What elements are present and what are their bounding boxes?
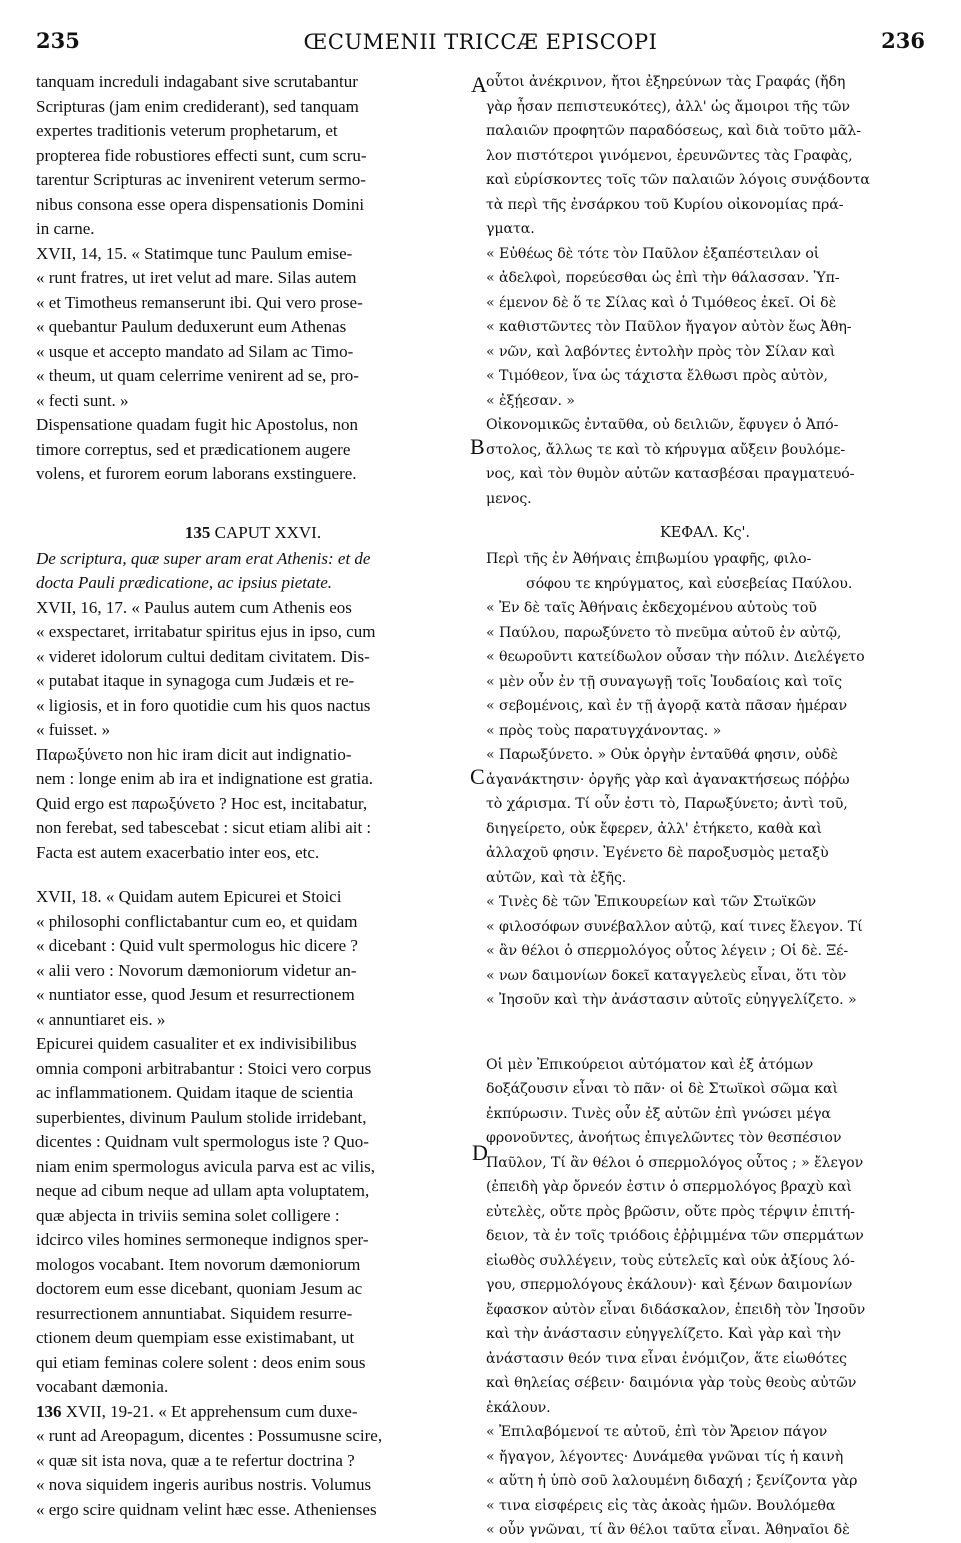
- greek-paragraph-4: [486, 596, 924, 743]
- greek-paragraph-3: [486, 413, 924, 511]
- text-line: « nuntiator esse, quod Jesum et resurrectionem: [36, 985, 355, 1004]
- text-line: « ergo scire quidnam velint hæc esse. Athenienses: [36, 1499, 377, 1519]
- text-line: timore correptus, sed et prædicationem augere: [36, 439, 351, 459]
- text-line: « et Timotheus remanserunt ibi. Qui vero prose-: [36, 292, 363, 312]
- text-line: « fecti sunt. »: [36, 390, 129, 410]
- latin-paragraph-1: [36, 70, 470, 242]
- text-line: Scripturas (jam enim crediderant), sed tanquam: [36, 96, 359, 116]
- text-line: « Ἐπιλαβόμενοί τε αὐτοῦ, ἐπὶ τὸν Ἄρειον πάγον: [486, 1424, 828, 1440]
- text-line: « οὖν γνῶναι, τί ἂν θέλοι ταῦτα εἶναι. Ἀθηναῖοι δὲ: [486, 1522, 850, 1538]
- text-line: Παρωξύνετο non hic iram dicit aut indignatio-: [36, 744, 352, 764]
- latin-paragraph-4: [36, 596, 470, 743]
- text-line: « ἀδελφοὶ, πορεύεσθαι ὡς ἐπὶ τὴν θάλασσαν. Ὑπ-: [486, 270, 840, 286]
- text-line: Quid ergo est παρωξύνετο ? Hoc est, incitabatur,: [36, 793, 368, 813]
- text-line: XVII, 18. « Quidam autem Epicurei et Stoici: [36, 887, 342, 906]
- latin-paragraph-8: [36, 1400, 470, 1523]
- text-line: φρονοῦντες, ἀνοήτως ἐπιγελῶντες τὸν θεσπέσιον: [486, 1130, 842, 1146]
- text-line: Epicurei quidem casualiter et ex indivisibilibus: [36, 1034, 357, 1053]
- margin-letter-c: C: [470, 764, 485, 789]
- text-line: « νῶν, καὶ λαβόντες ἐντολὴν πρὸς τὸν Σίλαν καὶ: [486, 343, 836, 360]
- text-line: ἔφασκον αὐτὸν εἶναι διδάσκαλον, ἐπειδὴ τὸν Ἰησοῦν: [486, 1301, 866, 1318]
- text-line: doctorem eum esse dicebant, quoniam Jesum ac: [36, 1279, 363, 1298]
- text-line: « theum, ut quam celerrime venirent ad se, pro-: [36, 366, 359, 385]
- text-line: « αὕτη ἡ ὑπὸ σοῦ λαλουμένη διδαχή ; ξενίζοντα γὰρ: [486, 1473, 858, 1489]
- text-line: εὐτελὲς, οὔτε πρὸς βρῶσιν, οὔτε πρὸς τέρψιν ἐπιτή-: [486, 1203, 855, 1220]
- section-number: 136: [36, 1401, 62, 1421]
- greek-paragraph-8: [486, 1420, 924, 1543]
- text-line: ἐκπύρωσιν. Τινὲς οὖν ἐξ αὐτῶν ἐπὶ γνώσει μέγα: [486, 1105, 831, 1122]
- text-line: Παῦλον, Τί ἂν θέλοι ὁ σπερμολόγος οὗτος ; » ἔλεγον: [486, 1154, 864, 1171]
- text-line: στολος, ἄλλως τε καὶ τὸ κήρυγμα αὔξειν βουλόμε-: [486, 441, 846, 458]
- text-line: « Ἰησοῦν καὶ τὴν ἀνάστασιν αὐτοῖς εὐηγγελίζετο. »: [486, 992, 857, 1008]
- text-line: « videret idolorum cultui deditam civitatem. Dis-: [36, 646, 370, 666]
- page-number-left: 235: [36, 28, 80, 53]
- text-line: « Τινὲς δὲ τῶν Ἐπικουρείων καὶ τῶν Στωϊκῶν: [486, 894, 817, 910]
- text-line: « Τιμόθεον, ἵνα ὡς τάχιστα ἔλθωσι πρὸς αὐτὸν,: [486, 368, 828, 384]
- text-line: « quebantur Paulum deduxerunt eum Athenas: [36, 317, 347, 336]
- text-line: resurrectionem annuntiabat. Siquidem resurre-: [36, 1303, 353, 1323]
- greek-paragraph-5: [486, 743, 924, 890]
- chapter-title: CAPUT XXVI.: [214, 522, 322, 542]
- latin-paragraph-5: [36, 743, 470, 866]
- margin-letter-a: A: [471, 72, 487, 97]
- text-line: « ἂν θέλοι ὁ σπερμολόγος οὗτος λέγειν ; Οἱ δὲ. Ξέ-: [486, 943, 849, 959]
- text-line: δειον, τὰ ἐν τοῖς τριόδοις ἐῤῥιμμένα τῶν σπερμάτων: [486, 1228, 864, 1244]
- text-line: « σεβομένοις, καὶ ἐν τῇ ἀγορᾷ κατὰ πᾶσαν ἡμέραν: [486, 698, 848, 714]
- chapter-number: 135: [184, 522, 211, 542]
- text-line: εἰωθὸς συλλέγειν, τοὺς εὐτελεῖς καὶ οὐκ ἀξίους λό-: [486, 1252, 855, 1269]
- text-line: dicentes : Quidnam vult spermologus iste ? Quo-: [36, 1132, 369, 1151]
- text-line: ctionem deum quempiam esse existimabant, ut: [36, 1328, 355, 1347]
- text-line: ἐκάλουν.: [486, 1399, 551, 1416]
- running-header: [36, 28, 925, 58]
- chapter-subtitle: Περὶ τῆς ἐν Ἀθήναις ἐπιβωμίου γραφῆς, φιλο-: [486, 551, 812, 567]
- text-line: « έμενον δὲ ὅ τε Σίλας καὶ ὁ Τιμόθεος ἐκεῖ. Οἱ δὲ: [486, 294, 837, 311]
- text-line: παλαιῶν προφητῶν παραδόσεως, καὶ διὰ τοῦτο μᾶλ-: [486, 123, 861, 139]
- latin-paragraph-6: [36, 885, 470, 1032]
- latin-paragraph-3: [36, 413, 470, 487]
- text-line: Facta est autem exacerbatio inter eos, etc.: [36, 842, 320, 862]
- chapter-subtitle: De scriptura, quæ super aram erat Athenis: et de: [36, 548, 371, 568]
- greek-column: [486, 70, 924, 1543]
- text-line: Οἱ μὲν Ἐπικούρειοι αὐτόματον καὶ ἐξ ἀτόμων: [486, 1056, 814, 1073]
- text-line: XVII, 16, 17. « Paulus autem cum Athenis eos: [36, 597, 352, 617]
- running-title: ŒCUMENII TRICCÆ EPISCOPI: [303, 30, 658, 54]
- text-line: quæ abjecta in triviis semina solet colligere :: [36, 1205, 340, 1225]
- text-line: « Ἐν δὲ ταῖς Ἀθήναις ἐκδεχομένου αὐτοὺς τοῦ: [486, 600, 817, 616]
- text-line: καὶ θηλείας σέβειν· δαιμόνια γὰρ τοὺς θεοὺς αὐτῶν: [486, 1375, 857, 1391]
- text-line: δοξάζουσιν εἶναι τὸ πᾶν· οἱ δὲ Στωϊκοὶ σῶμα καὶ: [486, 1081, 839, 1097]
- text-line: « Παρωξύνετο. » Οὐκ ὀργὴν ἐνταῦθά φησιν, οὐδὲ: [486, 747, 838, 763]
- chapter-subtitle: σόφου τε κηρύγματος, καὶ εὐσεβείας Παύλου.: [526, 575, 853, 592]
- text-line: Dispensatione quadam fugit hic Apostolus, non: [36, 415, 359, 434]
- text-line: « annuntiaret eis. »: [36, 1009, 166, 1029]
- text-line: XVII, 14, 15. « Statimque tunc Paulum emise-: [36, 243, 353, 263]
- text-line: superbientes, divinum Paulum stolide irridebant,: [36, 1107, 367, 1127]
- text-line: neque ad cibum neque ad ullam apta voluptatem,: [36, 1181, 370, 1200]
- latin-paragraph-2: [36, 242, 470, 414]
- text-line: οὗτοι ἀνέκρινον, ἤτοι ἐξηρεύνων τὰς Γραφάς (ἤδη: [486, 74, 846, 90]
- text-line: « fuisset. »: [36, 720, 111, 739]
- text-line: 136 XVII, 19-21. « Et apprehensum cum duxe-: [36, 1401, 358, 1421]
- text-line: μενος.: [486, 490, 532, 507]
- text-line: αὐτῶν, καὶ τὰ ἑξῆς.: [486, 869, 627, 886]
- margin-letter-d: D: [472, 1140, 488, 1165]
- text-line: « exspectaret, irritabatur spiritus ejus in ipso, cum: [36, 622, 376, 641]
- text-line: (ἐπειδὴ γὰρ ὄρνεόν ἐστιν ὁ σπερμολόγος βραχὺ καὶ: [486, 1179, 852, 1195]
- text-line: vocabant dæmonia.: [36, 1377, 169, 1396]
- text-line: ἀνάστασιν θεόν τινα εἶναι ἐνόμιζον, ἅτε εἰωθότες: [486, 1350, 847, 1367]
- text-line: καὶ εὑρίσκοντες τοῖς τῶν παλαιῶν λόγοις συνᾴδοντα: [486, 172, 870, 188]
- text-line: « Εὐθέως δὲ τότε τὸν Παῦλον ἐξαπέστειλαν οἱ: [486, 245, 820, 262]
- text-line: « ἤγαγον, λέγοντες· Δυνάμεθα γνῶναι τίς ἡ καινὴ: [486, 1448, 844, 1465]
- text-line: διηγείρετο, οὐκ ἔφερεν, ἀλλ' ἐτήκετο, καθὰ καὶ: [486, 820, 822, 837]
- text-line: niam enim spermologus avicula parva est ac vilis,: [36, 1156, 375, 1176]
- latin-paragraph-7: [36, 1032, 470, 1400]
- text-line: « ἐξῄεσαν. »: [486, 392, 575, 409]
- text-line: γὰρ ἦσαν πεπιστευκότες), ἀλλ' ὡς ἄμοιροι τῆς τῶν: [486, 98, 850, 115]
- text-line: τὰ περὶ τῆς ἐνσάρκου τοῦ Κυρίου οἰκονομίας πρά-: [486, 196, 844, 213]
- text-line: « καθιστῶντες τὸν Παῦλον ἤγαγον αὐτὸν ἕως Ἀθη-: [486, 319, 852, 335]
- text-line: « φιλοσόφων συνέβαλλον αὐτῷ, καί τινες ἔλεγον. Τί: [486, 918, 863, 935]
- text-line: in carne.: [36, 219, 95, 238]
- text-line: λον πιστότεροι γινόμενοι, ἐρευνῶντες τὰς Γραφὰς,: [486, 147, 853, 164]
- text-line: « nova siquidem ingeris auribus nostris. Volumus: [36, 1475, 372, 1494]
- greek-paragraph-7: [486, 1053, 924, 1421]
- text-line: mologos vocabant. Item novorum dæmoniorum: [36, 1254, 361, 1274]
- text-line: non ferebat, sed tabescebat : sicut etiam alibi ait :: [36, 818, 372, 837]
- text-line: « πρὸς τοὺς παρατυγχάνοντας. »: [486, 722, 722, 739]
- text-line: « θεωροῦντι κατείδωλον οὖσαν τὴν πόλιν. Διελέγετο: [486, 649, 865, 665]
- text-line: « quæ sit ista nova, quæ a te refertur doctrina ?: [36, 1450, 355, 1470]
- text-line: « μὲν οὖν ἐν τῇ συναγωγῇ τοῖς Ἰουδαίοις καὶ τοῖς: [486, 673, 842, 690]
- text-line: propterea fide robustiores effecti sunt, cum scru-: [36, 145, 367, 165]
- text-line: nem : longe enim ab ira et indignatione est gratia.: [36, 769, 374, 788]
- text-line: ἀλλαχοῦ φησιν. Ἐγένετο δὲ παροξυσμὸς μεταξὺ: [486, 845, 829, 861]
- page-number-right: 236: [881, 28, 925, 53]
- text-line: « putabat itaque in synagoga cum Judæis et re-: [36, 671, 355, 690]
- text-line: γου, σπερμολόγους ἐκάλουν)· καὶ ξένων δαιμονίων: [486, 1277, 853, 1293]
- text-line: « alii vero : Novorum dæmoniorum videtur an-: [36, 960, 357, 980]
- text-line: volens, et furorem eorum laborans exstinguere.: [36, 464, 357, 483]
- text-line: « usque et accepto mandato ad Silam ac Timo-: [36, 341, 354, 361]
- margin-letter-b: B: [470, 434, 485, 459]
- latin-column: [36, 70, 470, 1522]
- text-line: νος, καὶ τὸν θυμὸν αὐτῶν κατασβέσαι πραγματευό-: [486, 466, 855, 482]
- text-line: τὸ χάρισμα. Τί οὖν ἐστι τὸ, Παρωξύνετο; ἀντὶ τοῦ,: [486, 796, 848, 812]
- text-line: ἀγανάκτησιν· ὀργῆς γὰρ καὶ ἀγανακτήσεως πόῤῥω: [486, 771, 850, 788]
- text-line: « philosophi conflictabantur cum eo, et quidam: [36, 911, 358, 931]
- text-line: « dicebant : Quid vult spermologus hic dicere ?: [36, 936, 358, 955]
- text-line: καὶ τὴν ἀνάστασιν εὐηγγελίζετο. Καὶ γὰρ καὶ τὴν: [486, 1326, 842, 1342]
- text-line: « ligiosis, et in foro quotidie cum his quos nactus: [36, 695, 371, 715]
- text-line: qui etiam feminas colere solent : deos enim sous: [36, 1352, 366, 1372]
- greek-paragraph-1: [486, 70, 924, 242]
- chapter-subtitle: docta Pauli prædicatione, ac ipsius pietate.: [36, 573, 333, 592]
- text-line: tarentur Scripturas ac invenirent veterum sermo-: [36, 170, 366, 189]
- text-line: omnia componi arbitrabantur : Stoici vero corpus: [36, 1058, 372, 1078]
- text-line: γματα.: [486, 221, 535, 237]
- text-line: « runt ad Areopagum, dicentes : Possumusne scire,: [36, 1426, 383, 1445]
- text-line: idcirco viles homines sermoneque indignos sper-: [36, 1230, 369, 1249]
- text-line: « τινα εἰσφέρεις εἰς τὰς ἀκοὰς ἡμῶν. Βουλόμεθα: [486, 1497, 836, 1514]
- text-line: tanquam increduli indagabant sive scrutabantur: [36, 72, 358, 91]
- text-line: « νων δαιμονίων δοκεῖ καταγγελεὺς εἶναι, ὅτι τὸν: [486, 967, 847, 984]
- text-line: « Παύλου, παρωξύνετο τὸ πνεῦμα αὐτοῦ ἐν αὐτῷ,: [486, 624, 842, 641]
- latin-chapter-heading: [36, 521, 470, 547]
- greek-chapter-heading: ΚΕΦΑΛ. Κς'.: [660, 525, 750, 541]
- greek-paragraph-2: [486, 242, 924, 414]
- text-line: « runt fratres, ut iret velut ad mare. Silas autem: [36, 268, 357, 287]
- text-line: Οἰκονομικῶς ἐνταῦθα, οὐ δειλιῶν, ἔφυγεν ὁ Ἀπό-: [486, 417, 839, 433]
- text-line: expertes traditionis veterum prophetarum, et: [36, 121, 338, 140]
- text-line: nibus consona esse opera dispensationis Domini: [36, 194, 365, 214]
- greek-paragraph-6: [486, 890, 924, 1013]
- text-line: ac inflammationem. Quidam itaque de scientia: [36, 1083, 354, 1102]
